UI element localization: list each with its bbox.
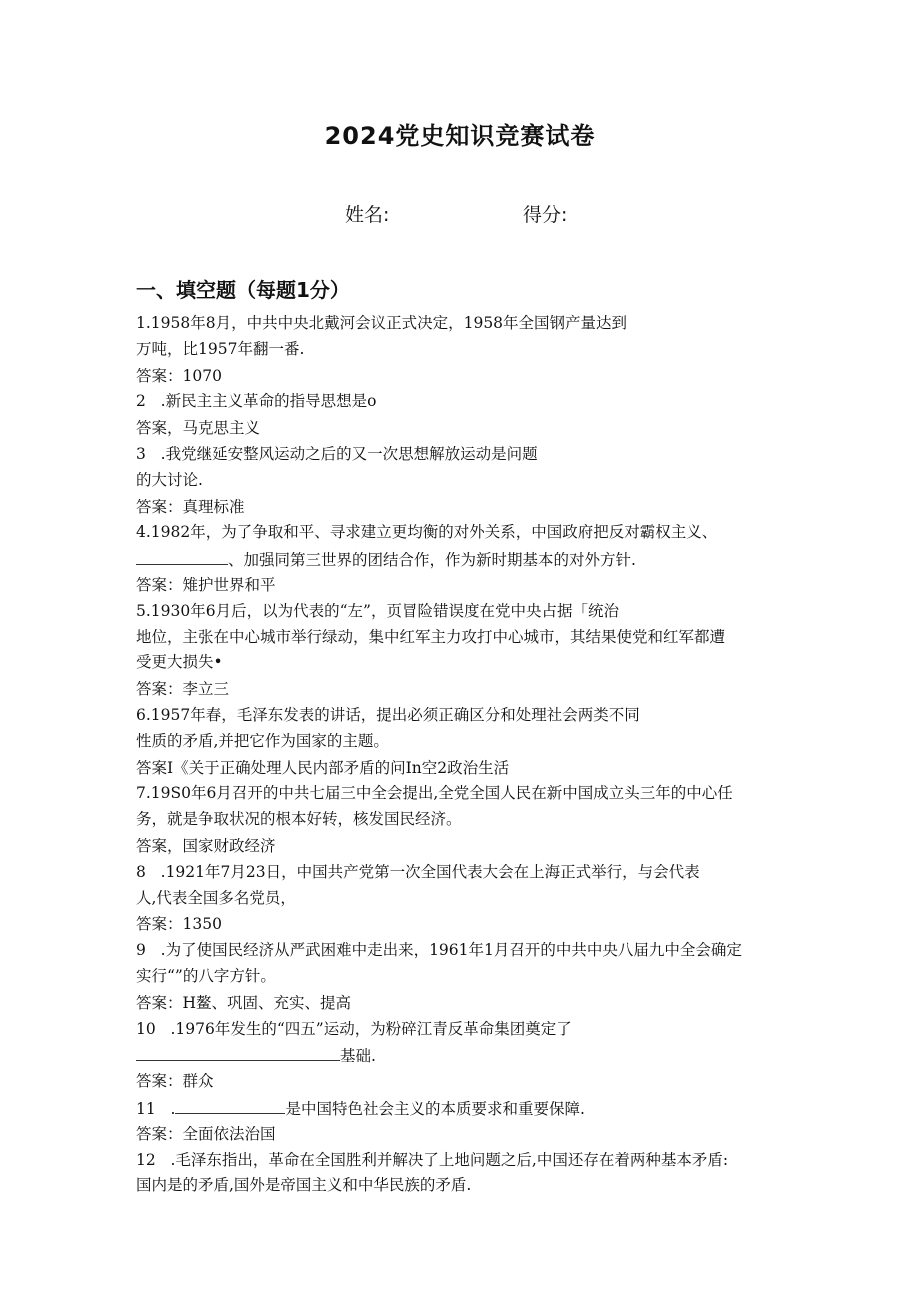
question-12-line-1: 12 .毛泽东指出，革命在全国胜利并解决了上地问题之后,中国还存在着两种基本矛盾: [136,1150,729,1169]
question-6-line-1: 6.1957年春，毛泽东发表的讲话，提出必须正确区分和处理社会两类不同 [136,705,640,724]
answer-7: 答案，国家财政经济 [136,836,276,855]
answer-1: 答案：1070 [136,366,222,385]
question-10-line-1: 10 .1976年发生的“四五”运动，为粉碎江青反革命集团奠定了 [136,1019,572,1038]
question-1-line-1: 1.1958年8月，中共中央北戴河会议正式决定，1958年全国钢产量达到 [136,314,628,332]
question-3-line-2: 的大讨论. [136,470,203,489]
question-11-text: 是中国特色社会主义的本质要求和重要保障. [285,1099,585,1118]
question-11-line-1-wrap [136,1095,796,1121]
answer-4: 答案：雉护世界和平 [136,575,276,594]
question-1-line-2: 万吨，比1957年翻一番. [136,339,305,358]
question-list [136,311,796,1199]
question-2-line-1: 2 .新民主主义革命的指导思想是o [136,392,377,411]
question-7-line-2: 务，就是争取状况的根本好转，核发国民经济。 [136,810,462,829]
fill-blank [136,1042,340,1061]
question-8-line-2: 人,代表全国多名党员， [136,888,296,907]
name-label: 姓名: [345,204,390,226]
question-5-line-1: 5.1930年6月后，以为代表的“左”，页冒险错误度在党中央占据「统治 [136,601,619,620]
question-3-line-1: 3 .我党继延安整风运动之后的又一次思想解放运动是问题 [136,444,538,463]
exam-title: 2024党史知识竞赛试卷 [324,122,596,150]
question-4-line-2: 、加强同第三世界的团结合作，作为新时期基本的对外方针. [228,551,636,570]
question-9-line-1: 9 .为了使国民经济从严武困难中走出来，1961年1月召开的中共中央八届九中全会确定 [136,941,742,960]
answer-3: 答案：真理标准 [136,497,245,516]
answer-2: 答案，马克思主义 [136,419,261,438]
question-10-line-2-wrap [136,1042,796,1068]
question-4-line-2-wrap [136,546,796,572]
score-label: 得分: [523,204,568,226]
question-4-line-1: 4.1982年，为了争取和平、寻求建立更均衡的对外关系，中国政府把反对霸权主义、 [136,523,718,542]
question-9-line-2: 实行“”的八字方针。 [136,966,276,985]
answer-8: 答案：1350 [136,915,222,934]
answer-6: 答案I《关于正确处理人民内部矛盾的问In空2政治生活 [136,758,510,777]
fill-blank [136,546,228,565]
question-5-line-3: 受更大损失• [136,653,223,672]
answer-11: 答案：全面依法治国 [136,1124,276,1143]
answer-5: 答案：李立三 [136,680,230,699]
answer-9: 答案：H鳌、巩固、充实、提高 [136,993,352,1012]
question-12-line-2: 国内是的矛盾,国外是帝国主义和中华民族的矛盾. [136,1176,472,1195]
question-8-line-1: 8 .1921年7月23日，中国共产党第一次全国代表大会在上海正式举行，与会代表 [136,862,700,881]
answer-10: 答案：群众 [136,1072,214,1091]
question-11-number: 11 . [136,1099,176,1118]
question-5-line-2: 地位，主张在中心城市举行绿动，集中红军主力攻打中心城市，其结果使党和红军都遭 [136,627,726,646]
section-title: 一、填空题（每题1分） [136,278,350,302]
question-7-line-1: 7.19S0年6月召开的中共七届三中全会提出,全党全国人民在新中国成立头三年的中心任 [136,784,733,803]
question-6-line-2: 性质的矛盾,并把它作为国家的主题。 [136,731,389,750]
fill-blank [175,1095,285,1114]
question-10-line-2: 基础. [340,1047,376,1066]
